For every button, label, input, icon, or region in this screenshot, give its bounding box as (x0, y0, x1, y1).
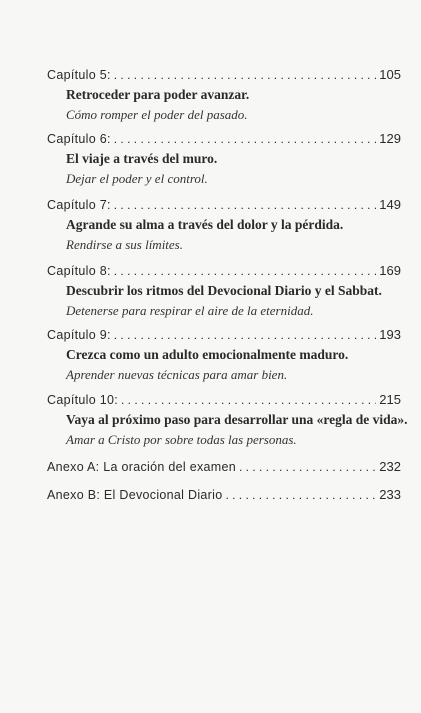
dot-leader (114, 264, 377, 278)
dot-leader (121, 393, 376, 407)
chapter-title: Vaya al próximo paso para desarrollar una «regla de vida». (66, 412, 408, 427)
chapter-label: Capítulo 10: (47, 393, 119, 407)
page-number: 129 (379, 131, 401, 146)
chapter-subtitle: Dejar el poder y el control. (66, 171, 208, 186)
chapter-title: Descubrir los ritmos del Devocional Diario y el Sabbat. (66, 283, 382, 298)
chapter-label: Capítulo 9: (47, 328, 111, 342)
chapter-label: Capítulo 7: (47, 198, 111, 212)
toc-chapter-line (47, 264, 401, 278)
toc-entry-chapter-10[interactable] (47, 392, 408, 448)
toc-chapter-line (47, 328, 401, 342)
chapter-subtitle: Amar a Cristo por sobre todas las personas. (66, 432, 297, 447)
chapter-subtitle: Rendirse a sus límites. (66, 237, 183, 252)
dot-leader (225, 488, 376, 502)
dot-leader (239, 460, 376, 474)
toc-entry-chapter-9[interactable] (47, 328, 401, 383)
toc-annex-line (47, 460, 401, 474)
toc-entry-chapter-8[interactable] (47, 264, 401, 319)
toc-entry-chapter-5[interactable] (47, 68, 401, 123)
toc-entry-annex-a[interactable] (47, 460, 401, 474)
chapter-subtitle: Cómo romper el poder del pasado. (66, 107, 248, 122)
toc-entry-chapter-6[interactable] (47, 132, 401, 187)
chapter-title: Agrande su alma a través del dolor y la pérdida. (66, 217, 344, 232)
chapter-label: Capítulo 5: (47, 68, 111, 82)
chapter-title: Crezca como un adulto emocionalmente maduro. (66, 347, 349, 362)
dot-leader (114, 198, 377, 212)
toc-entry-annex-b[interactable] (47, 488, 401, 502)
toc-chapter-line (47, 68, 401, 82)
dot-leader (114, 132, 377, 146)
toc-chapter-line (47, 132, 401, 146)
chapter-title: Retroceder para poder avanzar. (66, 87, 250, 102)
page-number: 232 (379, 459, 401, 474)
annex-label: Anexo A: La oración del examen (47, 460, 236, 474)
page-number: 215 (379, 392, 401, 407)
page-number: 149 (379, 197, 401, 212)
chapter-title: El viaje a través del muro. (66, 151, 218, 166)
chapter-label: Capítulo 6: (47, 132, 111, 146)
page-number: 193 (379, 327, 401, 342)
toc-chapter-line (47, 198, 401, 212)
dot-leader (114, 328, 377, 342)
dot-leader (114, 68, 377, 82)
annex-label: Anexo B: El Devocional Diario (47, 488, 223, 502)
page-number: 169 (379, 263, 401, 278)
chapter-label: Capítulo 8: (47, 264, 111, 278)
toc-entry-chapter-7[interactable] (47, 198, 401, 253)
page-number: 105 (379, 67, 401, 82)
chapter-subtitle: Aprender nuevas técnicas para amar bien. (66, 367, 288, 382)
toc-chapter-line (47, 393, 401, 407)
page-number: 233 (379, 487, 401, 502)
chapter-subtitle: Detenerse para respirar el aire de la eternidad. (66, 303, 314, 318)
toc-annex-line (47, 488, 401, 502)
